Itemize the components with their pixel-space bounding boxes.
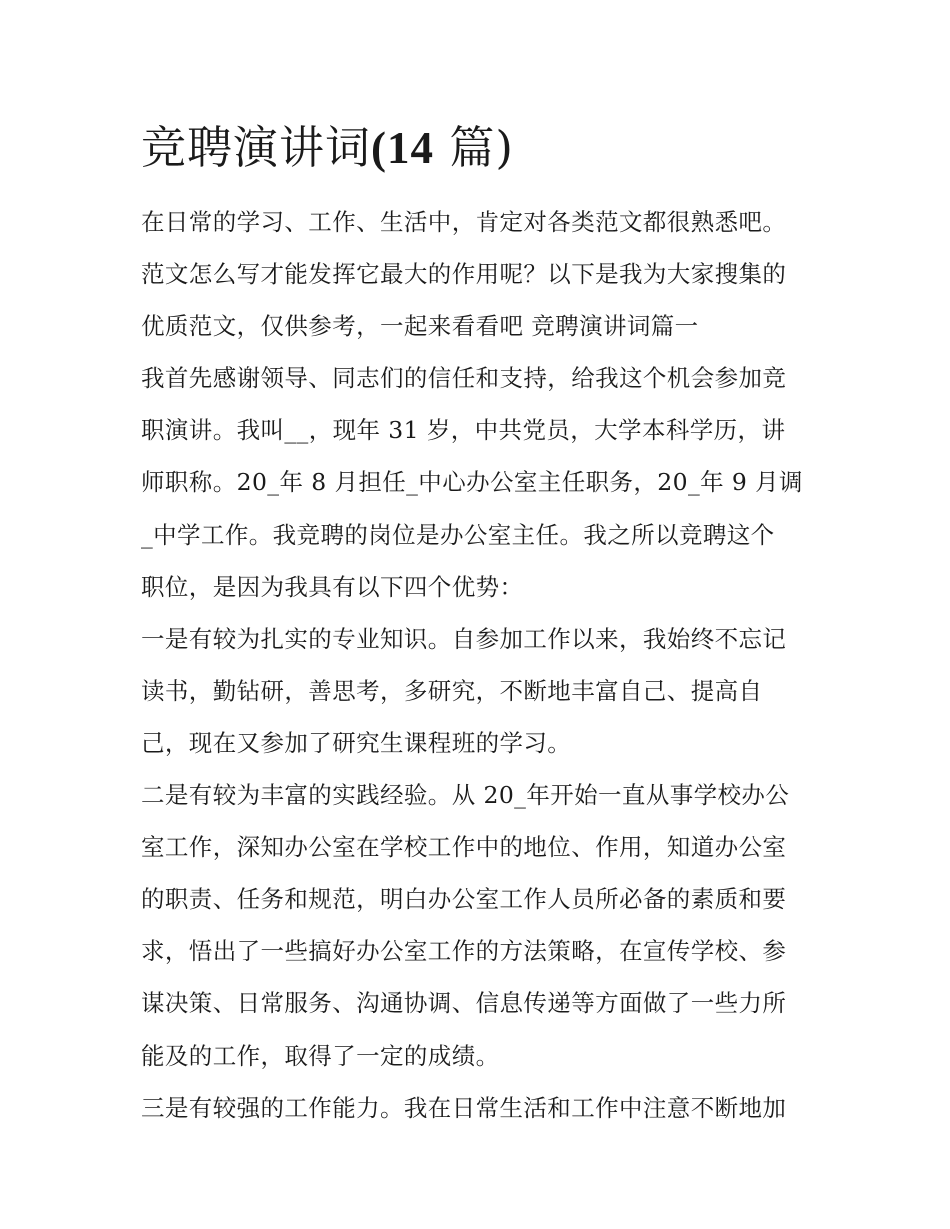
text-line: 优质范文，仅供参考，一起来看看吧 竞聘演讲词篇一 <box>141 312 699 341</box>
document-page <box>141 112 821 1134</box>
text-line: 范文怎么写才能发挥它最大的作用呢？以下是我为大家搜集的 <box>141 260 787 289</box>
title-suffix: 篇) <box>434 121 514 174</box>
text-line: 的职责、任务和规范，明白办公室工作人员所必备的素质和要 <box>141 885 787 914</box>
title-count: (14 <box>371 123 435 173</box>
text-line: 三是有较强的工作能力。我在日常生活和工作中注意不断地加 <box>141 1093 787 1122</box>
text-line: 己，现在又参加了研究生课程班的学习。 <box>141 728 572 757</box>
text-line: 职演讲。我叫__，现年 31 岁，中共党员，大学本科学历，讲 <box>141 416 786 445</box>
text-line: 谋决策、日常服务、沟通协调、信息传递等方面做了一些力所 <box>141 989 787 1018</box>
text-line: 一是有较为扎实的专业知识。自参加工作以来，我始终不忘记 <box>141 624 787 653</box>
text-line: _中学工作。我竞聘的岗位是办公室主任。我之所以竞聘这个 <box>141 520 775 549</box>
text-line: 职位，是因为我具有以下四个优势： <box>141 572 524 601</box>
text-line: 我首先感谢领导、同志们的信任和支持，给我这个机会参加竞 <box>141 364 787 393</box>
text-line: 读书，勤钻研，善思考，多研究，不断地丰富自己、提高自 <box>141 676 763 705</box>
text-line: 在日常的学习、工作、生活中，肯定对各类范文都很熟悉吧。 <box>141 208 787 236</box>
document-body <box>141 196 821 1134</box>
text-line: 室工作，深知办公室在学校工作中的地位、作用，知道办公室 <box>141 833 787 862</box>
title-main: 竞聘演讲词 <box>141 121 372 174</box>
text-line: 能及的工作，取得了一定的成绩。 <box>141 1041 500 1070</box>
document-title <box>141 112 821 184</box>
text-line: 师职称。20_年 8 月担任_中心办公室主任职务，20_年 9 月调 <box>141 468 803 497</box>
text-line: 二是有较为丰富的实践经验。从 20_年开始一直从事学校办公 <box>141 781 790 810</box>
text-line: 求，悟出了一些搞好办公室工作的方法策略，在宣传学校、参 <box>141 937 787 966</box>
